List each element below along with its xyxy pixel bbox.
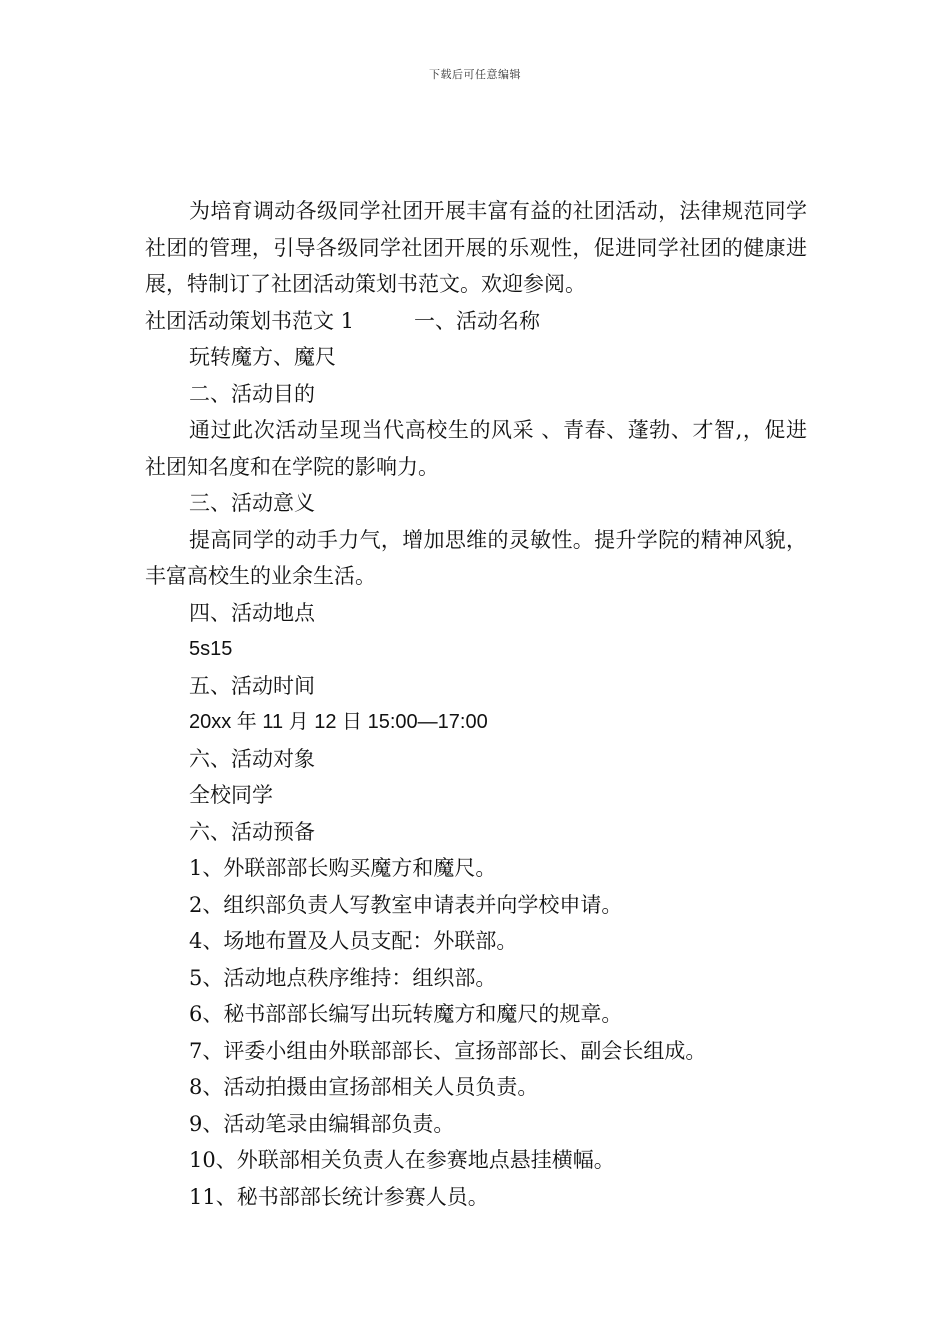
prep-list-item: 1、外联部部长购买魔方和魔尺。 bbox=[189, 856, 497, 880]
intro-paragraph: 为培育调动各级同学社团开展丰富有益的社团活动，法律规范同学社团的管理，引导各级同学社团开展的乐观性，促进同学社团的健康进展，特制订了社团活动策划书范文。欢迎参阅。 bbox=[145, 199, 807, 296]
purpose-paragraph: 通过此次活动呈现当代高校生的风采 、青春、蓬勃、才智,，促进社团知名度和在学院的影响力。 bbox=[145, 418, 807, 479]
section-prep-heading: 六、活动预备 bbox=[189, 819, 315, 844]
section-name-heading: 一、活动名称 bbox=[414, 308, 541, 333]
section-target-heading: 六、活动对象 bbox=[189, 746, 315, 771]
prep-list-item: 10、外联部相关负责人在参赛地点悬挂横幅。 bbox=[189, 1148, 615, 1172]
prep-list-item: 4、场地布置及人员支配：外联部。 bbox=[189, 929, 518, 953]
prep-list-item: 5、活动地点秩序维持：组织部。 bbox=[189, 965, 497, 990]
target-value: 全校同学 bbox=[189, 783, 273, 807]
page-header: 下载后可任意编辑 bbox=[429, 68, 521, 81]
prep-list-item: 6、秘书部部长编写出玩转魔方和魔尺的规章。 bbox=[189, 1002, 623, 1026]
prep-list-item: 2、组织部负责人写教室申请表并向学校申请。 bbox=[189, 892, 623, 917]
section-place-heading: 四、活动地点 bbox=[189, 600, 315, 625]
document-title: 社团活动策划书范文 1 bbox=[145, 308, 355, 333]
prep-list-item: 8、活动拍摄由宣扬部相关人员负责。 bbox=[189, 1075, 539, 1099]
document-title-line bbox=[145, 303, 807, 340]
prep-list-item: 9、活动笔录由编辑部负责。 bbox=[189, 1111, 455, 1136]
meaning-paragraph: 提高同学的动手力气，增加思维的灵敏性。提升学院的精神风貌，丰富高校生的业余生活。 bbox=[145, 527, 807, 588]
section-meaning-heading: 三、活动意义 bbox=[189, 491, 315, 515]
prep-list-item: 7、评委小组由外联部部长、宣扬部部长、副会长组成。 bbox=[189, 1038, 707, 1063]
time-value: 20xx 年 11 月 12 日 15:00—17:00 bbox=[189, 711, 488, 733]
activity-name-value: 玩转魔方、魔尺 bbox=[189, 345, 336, 369]
place-value: 5s15 bbox=[189, 638, 233, 660]
section-time-heading: 五、活动时间 bbox=[189, 673, 315, 698]
prep-list-item: 11、秘书部部长统计参赛人员。 bbox=[189, 1184, 489, 1209]
document-body bbox=[145, 193, 807, 1215]
section-purpose-heading: 二、活动目的 bbox=[189, 381, 315, 406]
